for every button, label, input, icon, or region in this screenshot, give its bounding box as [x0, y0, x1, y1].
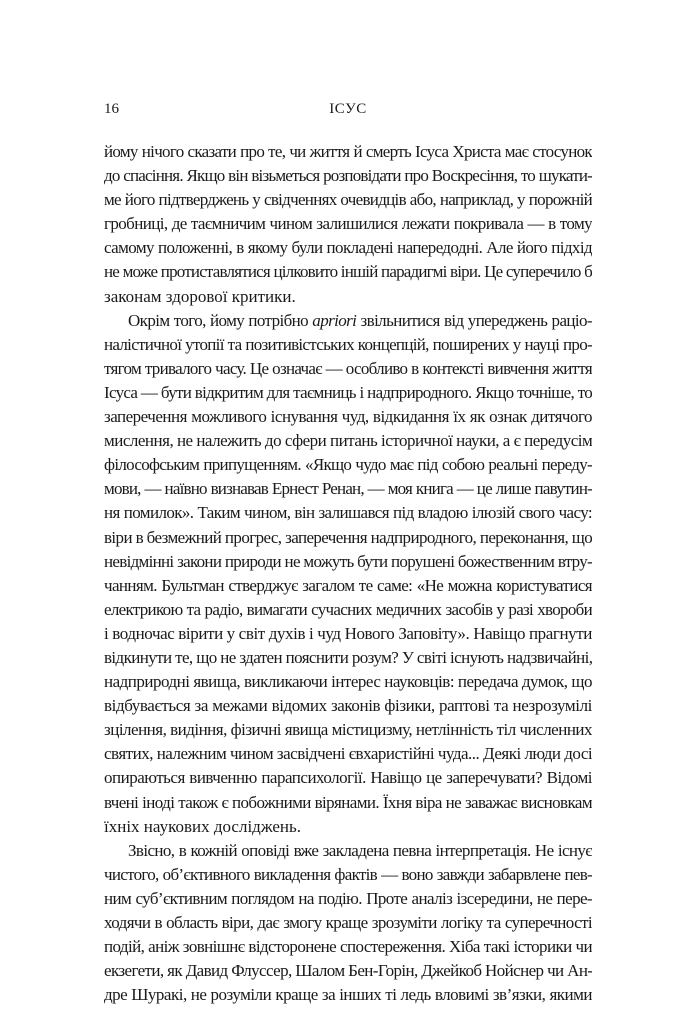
page-number: 16 — [104, 101, 119, 117]
text-line: святих, належним чином засвідчені євхаристійні чуда... Деякі люди досі — [104, 744, 592, 764]
text-line: йому нічого сказати про те, чи життя й смерть Ісуса Христа має стосунок — [104, 142, 592, 161]
text-line: електрикою та радіо, вимагати сучасних медичних засобів у разі хвороби — [104, 599, 592, 619]
text-line: віри в безмежний прогрес, заперечення надприродного, переконання, що — [104, 527, 592, 547]
text-line: не може протиставлятися цілковито іншій парадигмі віри. Це суперечило б — [104, 262, 592, 282]
paragraph — [104, 309, 592, 839]
text-line: вчені іноді також є побожними вірянами. Їхня віра не заважає висновкам — [104, 792, 592, 812]
text-line: ме його підтверджень у свідченнях очевидців або, наприклад, у порожній — [104, 190, 592, 210]
text-line: мови, — наївно визнавав Ернест Ренан, — моя книга — це лише павутин- — [104, 479, 592, 499]
text-line: ня помилок». Таким чином, він залишався під владою ілюзій свого часу: — [104, 503, 592, 523]
text-line: опираються вивченню парапсихології. Навіщо це заперечувати? Відомі — [104, 768, 592, 788]
text-line: налістичної утопії та позитивістських концепцій, поширених у науці про- — [104, 334, 592, 354]
text-line: їхніх наукових досліджень. — [104, 816, 301, 836]
text-line: до спасіння. Якщо він візьметься розповідати про Воскресіння, то шукати- — [104, 166, 592, 186]
paragraph — [104, 839, 592, 1008]
text-line: екзегети, як Давид Флуссер, Шалом Бен-Горін, Джейкоб Нойснер чи Ан- — [104, 961, 592, 981]
text-line: невідмінні закони природи не можуть бути порушені божественним втру- — [104, 551, 592, 571]
text-line: ходячи в область віри, дає змогу краще зрозуміти логіку та суперечності — [104, 913, 592, 932]
text-line: відбувається за межами відомих законів фізики, раптові та незрозумілі — [104, 696, 592, 716]
text-line: зцілення, видіння, фізичні явища містицизму, нетлінність тіл численних — [104, 720, 592, 740]
text-line: самому положенні, в якому були покладені напередодні. Але його підхід — [104, 238, 592, 258]
text-line: філософським припущенням. «Якщо чудо має під собою реальні переду- — [104, 455, 592, 475]
text-line: Звісно, в кожній оповіді вже закладена певна інтерпретація. Не існує — [128, 840, 592, 860]
text-line: ним суб’єктивним поглядом на подію. Проте аналіз ізсередини, не пере- — [104, 888, 592, 908]
page-header — [104, 98, 592, 120]
text-line: законам здорової критики. — [104, 286, 296, 306]
text-line: і водночас вірити у світ духів і чуд Нового Заповіту». Навіщо прагнути — [104, 623, 592, 643]
text-line: подій, аніж зовнішнє відсторонене спостереження. Хіба такі історики чи — [104, 937, 592, 957]
text-line: надприродні явища, викликаючи інтерес науковців: передача думок, що — [104, 672, 592, 692]
text-line: тягом тривалого часу. Це означає — особливо в контексті вивчення життя — [104, 358, 592, 378]
italic-term: apriori — [312, 310, 357, 330]
text-line: дре Шуракі, не розуміли краще за інших ті ледь вловимі зв’язки, якими — [104, 985, 592, 1005]
text-line: чистого, об’єктивного викладення фактів — воно завжди забарвлене пев- — [104, 864, 592, 884]
text-line: заперечення можливого існування чуд, відкидання їх як ознак дитячого — [104, 407, 592, 427]
paragraph — [104, 140, 592, 309]
text-line: Окрім того, йому потрібно apriori звільнитися від упереджень раціо- — [128, 310, 592, 330]
text-line: мислення, не належить до сфери питань історичної науки, а є передусім — [104, 431, 592, 451]
book-page — [104, 98, 592, 1007]
text-line: чанням. Бультман стверджує загалом те саме: «Не можна користуватися — [104, 575, 592, 595]
text-line: Ісуса — бути відкритим для таємниць і надприродного. Якщо точніше, то — [104, 382, 592, 402]
running-title: ІСУС — [329, 101, 367, 117]
body-text — [104, 140, 592, 1007]
text-line: гробниці, де таємничим чином залишилися лежати покривала — в тому — [104, 214, 592, 234]
text-line: відкинути те, що не здатен пояснити розум? У світі існують надзвичайні, — [104, 647, 592, 667]
